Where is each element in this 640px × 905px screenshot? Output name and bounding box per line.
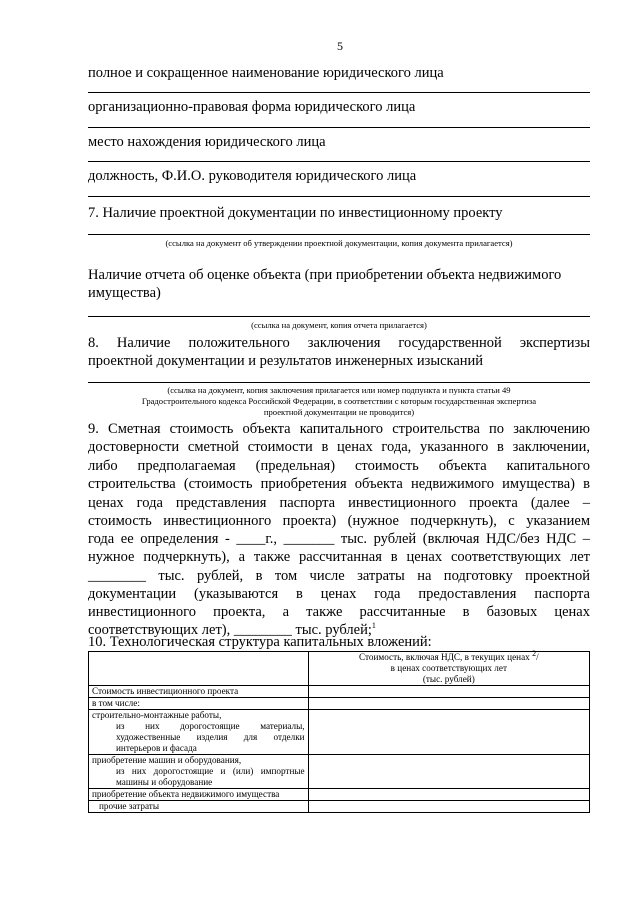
- table-cell: [308, 755, 589, 789]
- table-row: [89, 789, 590, 801]
- table-row: [89, 755, 590, 789]
- table-cell: [308, 710, 589, 755]
- item9-line: стоимость инвестиционного проекта) (нужное подчеркнуть), с указанием: [88, 513, 590, 529]
- table-cell: [308, 789, 589, 801]
- item10-title: 10. Технологическая структура капитальных вложений:: [88, 634, 432, 650]
- table-row: [89, 698, 590, 710]
- header-mark: 2: [532, 648, 537, 658]
- item8-line1: 8. Наличие положительного заключения государственной экспертизы: [88, 335, 590, 351]
- field-full-name-line: [88, 92, 590, 93]
- table-cell: [308, 698, 589, 710]
- field-legal-form: организационно-правовая форма юридического лица: [88, 99, 416, 115]
- table-header-cell: [308, 648, 589, 686]
- valuation-line: [88, 316, 590, 317]
- item9-last-text: соответствующих лет), ________ тыс. рублей;: [88, 622, 372, 638]
- header-line3: (тыс. рублей): [422, 674, 475, 684]
- field-full-name: полное и сокращенное наименование юридического лица: [88, 65, 444, 81]
- item8-line: [88, 382, 590, 383]
- item7-text: 7. Наличие проектной документации по инвестиционному проекту: [88, 205, 503, 221]
- item9-line: либо предполагаемая (предельная) стоимость объекта капитального: [88, 458, 590, 474]
- item9-line: нужное подчеркнуть), а также рассчитанная в ценах соответствующих лет: [88, 549, 590, 565]
- row-realty-label: приобретение объекта недвижимого имущества: [89, 789, 309, 801]
- item8-note-1: (ссылка на документ, копия заключения прилагается или номер подпункта и пункта статьи 49: [167, 385, 511, 395]
- item9-line: 9. Сметная стоимость объекта капитального строительства по заключению: [88, 421, 590, 437]
- item8-note-2: Градостроительного кодекса Российской Федерации, в соответствии с которым государственная экспертиза: [141, 396, 537, 406]
- row-construction-sub: из них дорогостоящие материалы, художественные изделия для отделки интерьеров и фасада: [116, 721, 305, 753]
- item9-line: строительства (стоимость приобретения объекта недвижимого имущества) в: [88, 476, 590, 492]
- item9-line: ________ тыс. рублей, в том числе затраты на подготовку проектной: [88, 568, 590, 584]
- field-head: должность, Ф.И.О. руководителя юридического лица: [88, 168, 417, 184]
- row-equipment-sub: из них дорогостоящие и (или) импортные машины и оборудование: [116, 766, 305, 787]
- item9-line: документации (указываются в ценах года предоставления паспорта: [88, 586, 590, 602]
- valuation-line2: имущества): [88, 285, 161, 301]
- item9-line: достоверности сметной стоимости в ценах года, указанного в заключении,: [88, 439, 590, 455]
- valuation-note: (ссылка на документ, копия отчета прилагается): [251, 320, 427, 330]
- table-row: [89, 686, 590, 698]
- table-header-row: [89, 652, 590, 686]
- header-line1-text: Стоимость, включая НДС, в текущих ценах: [358, 652, 530, 662]
- item9-line: ценах года представления паспорта инвестиционного проекта (далее –: [88, 495, 590, 511]
- row-total-label: Стоимость инвестиционного проекта: [89, 686, 309, 698]
- table-cell: [89, 652, 309, 686]
- page-number: 5: [337, 39, 343, 53]
- table-row: [89, 710, 590, 755]
- row-construction-label: строительно-монтажные работы,: [92, 710, 222, 720]
- item8-note-3: проектной документации не проводится): [263, 407, 415, 417]
- field-legal-form-line: [88, 127, 590, 128]
- item8-line2: проектной документации и результатов инженерных изысканий: [88, 353, 484, 369]
- field-location-line: [88, 161, 590, 162]
- row-equipment-cell: [89, 755, 309, 789]
- table-cell: [308, 801, 589, 813]
- item9-line: года ее определения - ____г., _______ тыс. рублей (включая НДС/без НДС –: [88, 531, 590, 547]
- footnote-mark: 1: [371, 621, 376, 631]
- row-other-label: прочие затраты: [89, 801, 309, 813]
- row-equipment-label: приобретение машин и оборудования,: [92, 755, 242, 765]
- row-construction-cell: [89, 710, 309, 755]
- table-cell: [308, 686, 589, 698]
- item9-line: инвестиционного проекта, а также рассчитанные в базовых ценах: [88, 604, 590, 620]
- field-location: место нахождения юридического лица: [88, 134, 326, 150]
- item7-line: [88, 234, 590, 235]
- row-including-label: в том числе:: [89, 698, 309, 710]
- tech-structure-table: [88, 648, 590, 813]
- table-row: [89, 801, 590, 813]
- valuation-line1: Наличие отчета об оценке объекта (при приобретении объекта недвижимого: [88, 267, 562, 283]
- header-line2: в ценах соответствующих лет: [390, 663, 507, 673]
- header-line1: [312, 648, 586, 663]
- field-head-line: [88, 196, 590, 197]
- item7-note: (ссылка на документ об утверждении проектной документации, копия документа прилагается): [165, 238, 513, 248]
- header-mark-suffix: /: [536, 652, 539, 662]
